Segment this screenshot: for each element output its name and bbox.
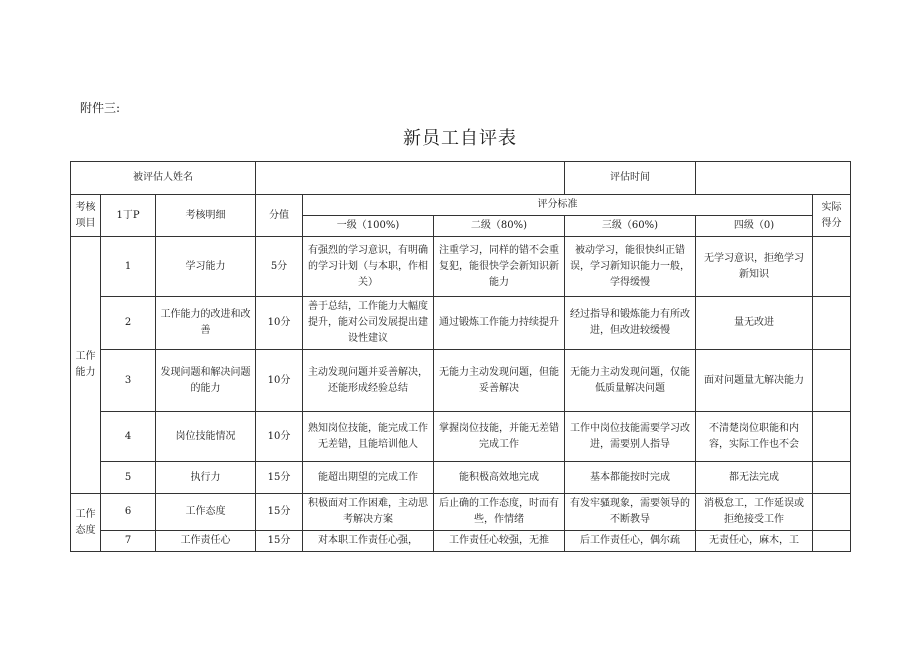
row-level-4: 不清楚岗位职能和内容，实际工作也不会	[696, 412, 813, 462]
table-row	[71, 462, 851, 494]
table-row	[71, 531, 851, 552]
evaluatee-name-field[interactable]	[256, 162, 565, 195]
col-level-1: 一级（100%)	[303, 216, 434, 237]
row-score: 10分	[256, 350, 303, 412]
row-level-1: 积极面对工作困难，主动思考解决方案	[303, 494, 434, 531]
row-level-2: 掌握岗位技能，并能无差错完成工作	[434, 412, 565, 462]
self-evaluation-table	[70, 161, 851, 552]
row-level-3: 无能力主动发现问题，仅能低质量解决问题	[565, 350, 696, 412]
row-score: 5分	[256, 237, 303, 297]
col-score: 分值	[256, 195, 303, 237]
row-level-2: 能积极高效地完成	[434, 462, 565, 494]
row-level-3: 有发牢骚现象，需要领导的不断教导	[565, 494, 696, 531]
column-header-row	[71, 195, 851, 216]
table-row	[71, 237, 851, 297]
page-title: 新员工自评表	[403, 128, 517, 149]
row-level-4: 消极怠工，工作延误或拒绝接受工作	[696, 494, 813, 531]
row-item: 执行力	[156, 462, 256, 494]
table-row	[71, 297, 851, 350]
row-number: 3	[101, 350, 156, 412]
row-level-1: 主动发现问题并妥善解决，还能形成经验总结	[303, 350, 434, 412]
table-row	[71, 350, 851, 412]
row-number: 6	[101, 494, 156, 531]
row-level-4: 无责任心，麻木，工	[696, 531, 813, 552]
col-detail: 考核明细	[156, 195, 256, 237]
row-score: 15分	[256, 494, 303, 531]
row-number: 2	[101, 297, 156, 350]
row-number: 7	[101, 531, 156, 552]
row-level-1: 熟知岗位技能，能完成工作无差错，且能培训他人	[303, 412, 434, 462]
eval-time-label: 评估时间	[565, 162, 696, 195]
row-level-3: 工作中岗位技能需要学习改进，需要别人指导	[565, 412, 696, 462]
row-level-2: 工作责任心较强，无推	[434, 531, 565, 552]
row-actual-score[interactable]	[813, 237, 851, 297]
col-level-4: 四级（0)	[696, 216, 813, 237]
row-level-2: 通过锻炼工作能力持续提升	[434, 297, 565, 350]
row-score: 10分	[256, 412, 303, 462]
row-level-4: 面对问题量尢解决能力	[696, 350, 813, 412]
row-score: 15分	[256, 462, 303, 494]
row-level-3: 被动学习，能很快纠正错误，学习新知识能力一般，学得缓慢	[565, 237, 696, 297]
col-actual: 实际得分	[813, 195, 851, 237]
row-level-3: 经过指导和锻炼能力有所改进，但改进较缓慢	[565, 297, 696, 350]
row-item: 工作责任心	[156, 531, 256, 552]
group-work-attitude: 工作态度	[71, 494, 101, 552]
row-level-1: 能超出期望的完成工作	[303, 462, 434, 494]
row-actual-score[interactable]	[813, 350, 851, 412]
row-level-4: 无学习意识，拒绝学习新知识	[696, 237, 813, 297]
row-item: 岗位技能情况	[156, 412, 256, 462]
row-number: 5	[101, 462, 156, 494]
row-number: 1	[101, 237, 156, 297]
eval-time-field[interactable]	[696, 162, 851, 195]
row-level-4: 都无法完成	[696, 462, 813, 494]
row-actual-score[interactable]	[813, 297, 851, 350]
row-item: 学习能力	[156, 237, 256, 297]
attachment-label: 附件三:	[80, 101, 121, 115]
col-category: 考核项目	[71, 195, 101, 237]
row-number: 4	[101, 412, 156, 462]
row-item: 工作态度	[156, 494, 256, 531]
evaluatee-name-label: 被评估人姓名	[71, 162, 256, 195]
col-criteria: 评分标准	[303, 195, 813, 216]
row-score: 15分	[256, 531, 303, 552]
col-index: 1丁P	[101, 195, 156, 237]
row-level-2: 后止确的工作态度，时而有些，作情绪	[434, 494, 565, 531]
table-row	[71, 412, 851, 462]
row-level-1: 善于总结，工作能力大幅度提升，能对公司发展提出建设性建议	[303, 297, 434, 350]
header-row	[71, 162, 851, 195]
row-level-4: 量无改进	[696, 297, 813, 350]
row-level-2: 注重学习，同样的错不会重复犯，能很快学会新知识新能力	[434, 237, 565, 297]
col-level-2: 二级（80%)	[434, 216, 565, 237]
row-level-3: 后工作责任心，偶尔疏	[565, 531, 696, 552]
table-row	[71, 494, 851, 531]
row-score: 10分	[256, 297, 303, 350]
row-actual-score[interactable]	[813, 531, 851, 552]
row-item: 工作能力的改进和改善	[156, 297, 256, 350]
row-level-2: 无能力主动发现问题，但能妥善解决	[434, 350, 565, 412]
row-item: 发现问题和解决问题的能力	[156, 350, 256, 412]
group-work-ability: 工作能力	[71, 237, 101, 494]
row-level-3: 基本都能按时完成	[565, 462, 696, 494]
row-level-1: 有强烈的学习意识，有明确的学习计划（与本职，作相关）	[303, 237, 434, 297]
row-actual-score[interactable]	[813, 462, 851, 494]
row-actual-score[interactable]	[813, 494, 851, 531]
col-level-3: 三级（60%)	[565, 216, 696, 237]
row-level-1: 对本职工作责任心强，	[303, 531, 434, 552]
row-actual-score[interactable]	[813, 412, 851, 462]
